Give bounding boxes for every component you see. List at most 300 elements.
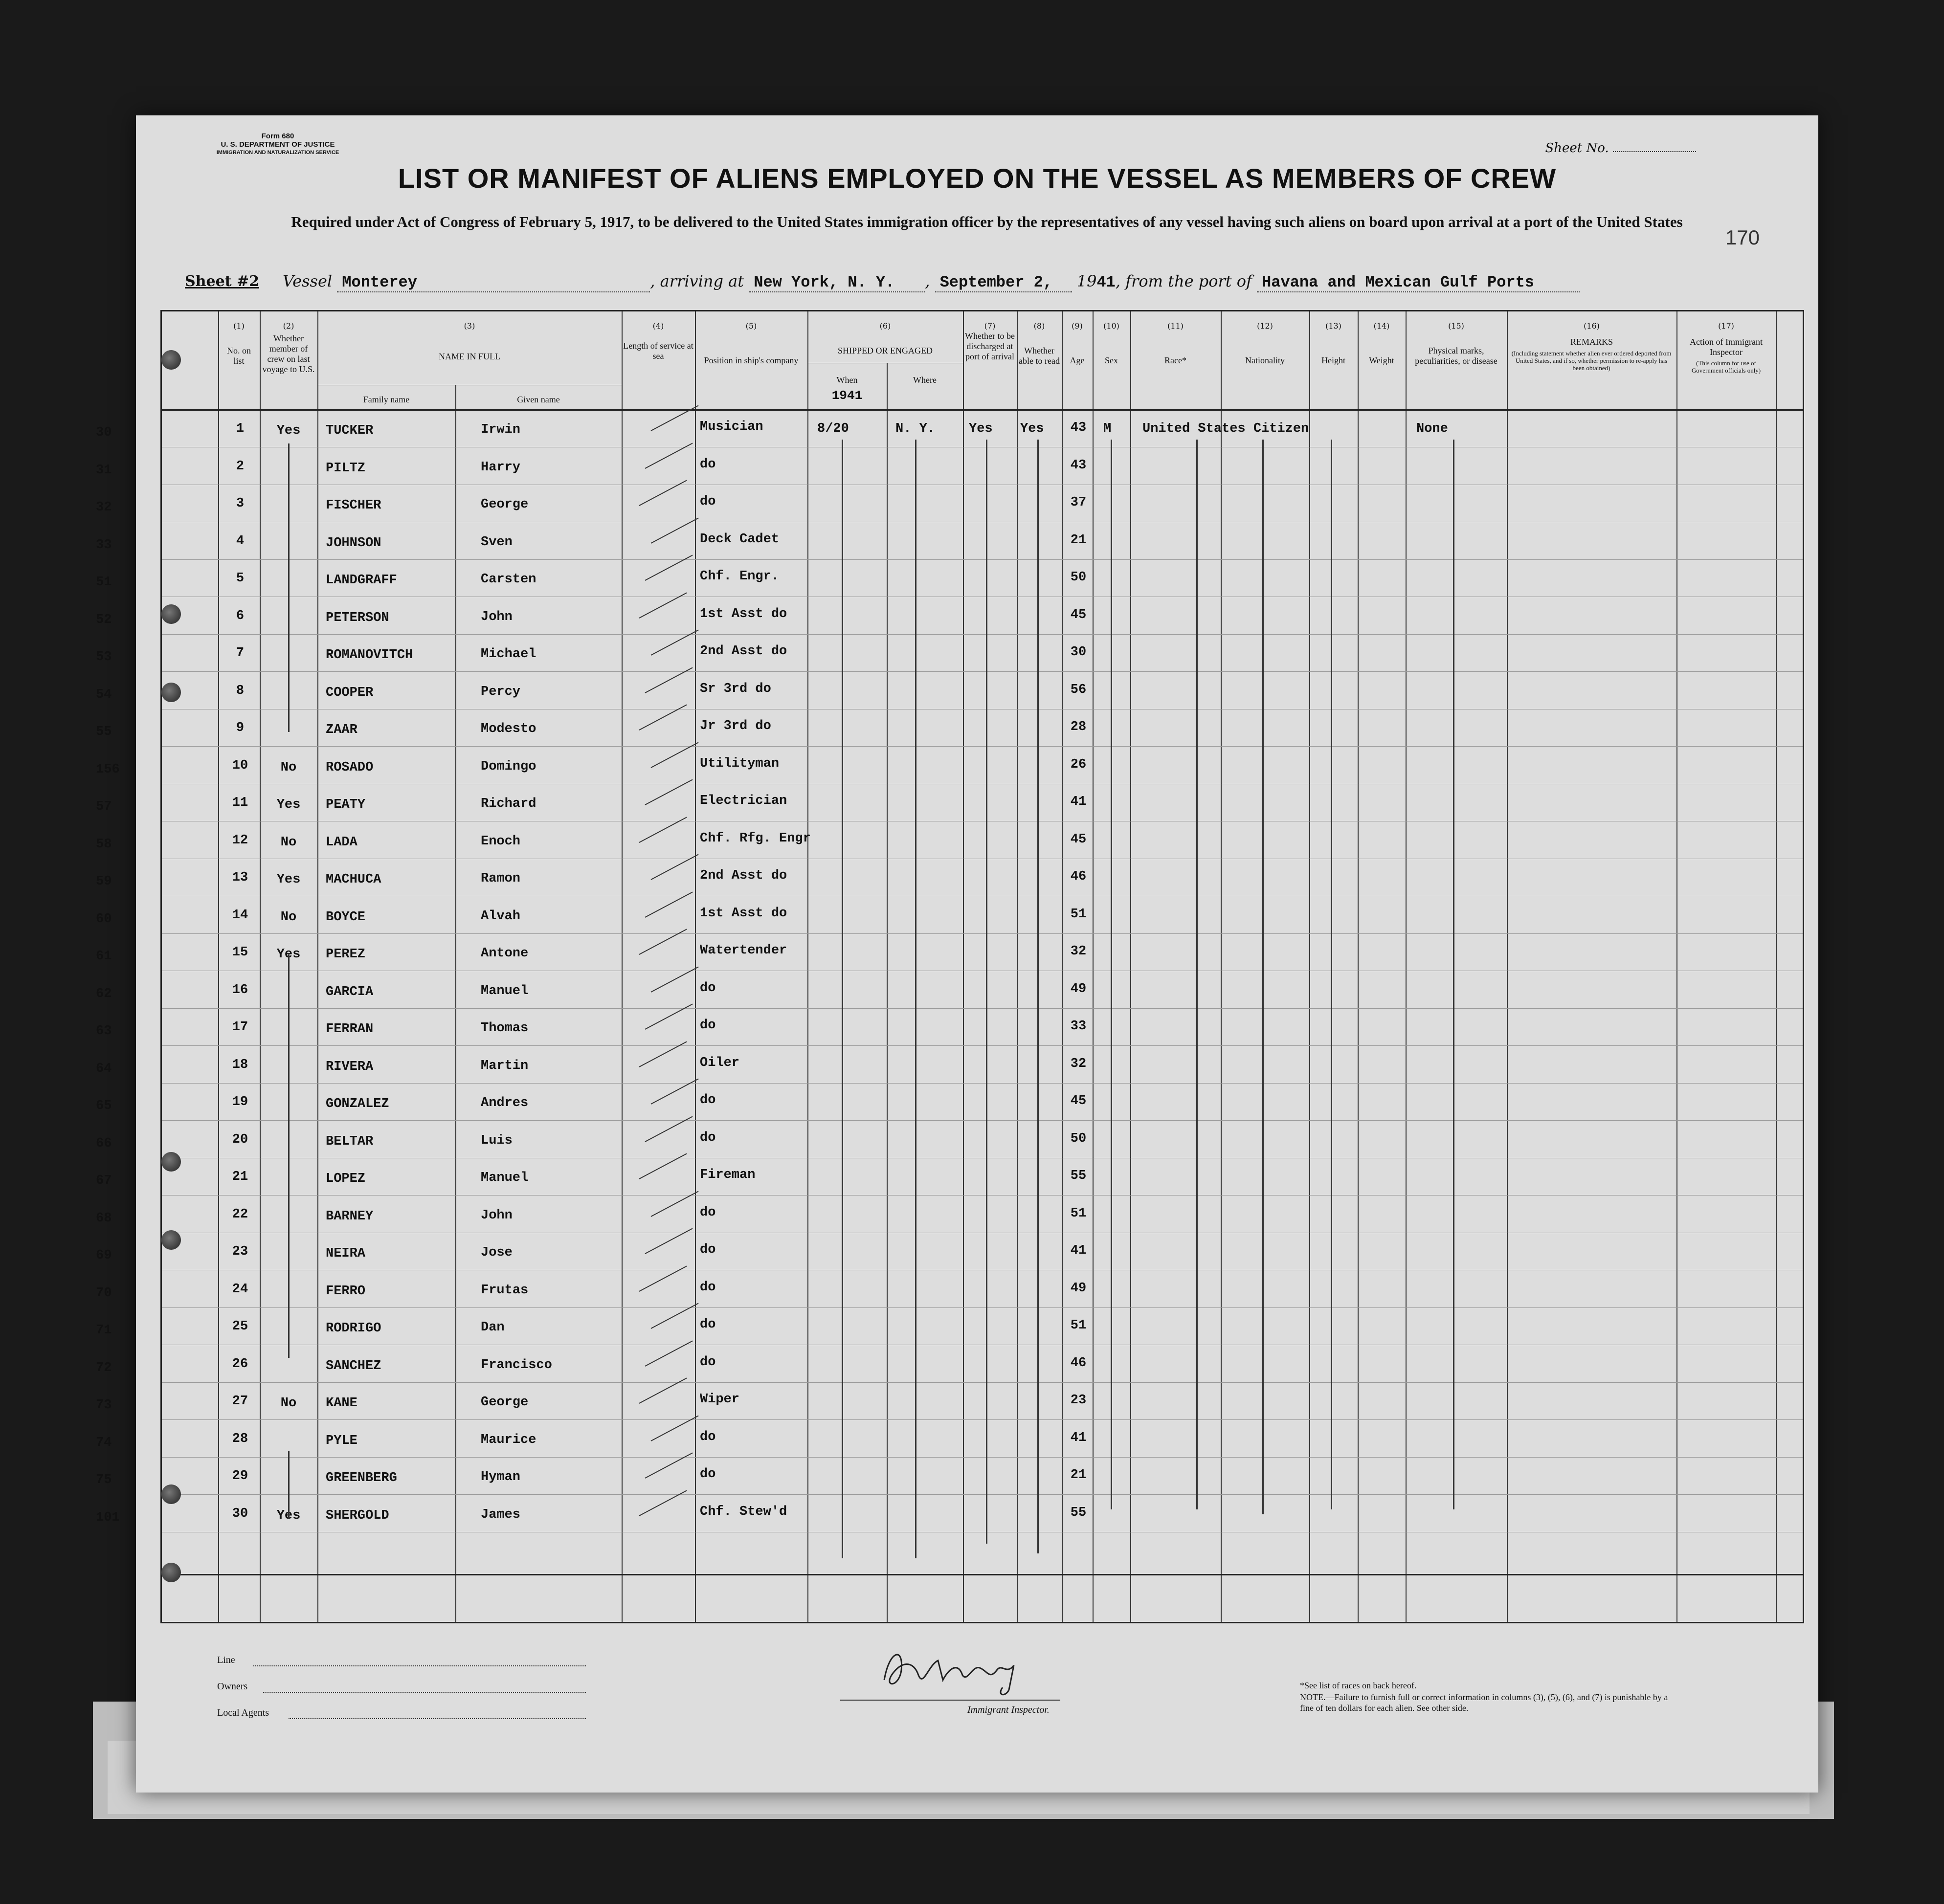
col-divider <box>1017 311 1018 1622</box>
from-port: Havana and Mexican Gulf Ports <box>1257 273 1580 292</box>
ditto-mark <box>1037 440 1039 1553</box>
position: do <box>700 1429 716 1444</box>
col-number: (5) <box>745 321 757 331</box>
family-name: SANCHEZ <box>326 1358 381 1373</box>
position: do <box>700 1354 716 1370</box>
age: 43 <box>1070 458 1087 473</box>
margin-number: 33 <box>96 537 112 553</box>
col-number: (13) <box>1325 321 1341 331</box>
col-number: (7) <box>984 321 996 331</box>
given-name: John <box>481 1208 513 1223</box>
service-check-mark <box>639 480 687 506</box>
position: Chf. Stew'd <box>700 1504 787 1519</box>
col-number: (12) <box>1257 321 1273 331</box>
service-check-mark <box>639 704 687 730</box>
footer-rule <box>162 1574 1803 1575</box>
year-suffix: 41 <box>1096 273 1116 291</box>
given-name: Enoch <box>481 834 521 849</box>
sex: M <box>1103 421 1112 436</box>
vessel-label: Vessel <box>283 272 333 290</box>
margin-number: 64 <box>96 1061 112 1076</box>
header-where: Where <box>913 375 937 385</box>
service-check-mark <box>645 1003 693 1029</box>
service-check-mark <box>651 854 699 880</box>
last-voyage: No <box>280 835 297 850</box>
age: 26 <box>1070 757 1087 772</box>
service-check-mark <box>645 443 693 468</box>
row-rule <box>162 1008 1803 1009</box>
list-number: 4 <box>236 533 245 549</box>
family-name: LOPEZ <box>326 1172 366 1186</box>
given-name: John <box>481 609 513 624</box>
col-number: (10) <box>1103 321 1119 331</box>
age: 21 <box>1070 1468 1087 1483</box>
last-voyage: Yes <box>276 423 301 438</box>
age: 46 <box>1070 869 1087 884</box>
position: Jr 3rd do <box>700 719 771 733</box>
margin-number: 71 <box>96 1323 112 1338</box>
row-rule <box>162 1120 1803 1121</box>
agents-blank <box>289 1718 586 1719</box>
margin-number: 66 <box>96 1136 112 1151</box>
line-blank <box>253 1665 586 1666</box>
header-remarks: REMARKS <box>1570 337 1613 347</box>
given-name: Hyman <box>481 1470 521 1484</box>
margin-number: 101 <box>96 1510 120 1525</box>
position: do <box>700 1242 716 1257</box>
service-check-mark <box>651 742 699 768</box>
age: 32 <box>1070 1056 1087 1071</box>
given-name: Alvah <box>481 908 521 924</box>
header-name-in-full: NAME IN FULL <box>439 352 500 361</box>
position: do <box>700 457 716 472</box>
col-divider <box>1062 311 1063 1622</box>
sheet-label: Sheet #2 <box>185 273 259 290</box>
row-rule <box>162 1494 1803 1495</box>
margin-number: 52 <box>96 612 112 627</box>
age: 43 <box>1070 421 1087 435</box>
family-name: PEATY <box>326 797 366 812</box>
list-number: 23 <box>232 1244 248 1259</box>
col-divider <box>260 311 261 1622</box>
arrival-date: September 2, <box>935 273 1072 292</box>
position: do <box>700 1280 716 1295</box>
form-header <box>190 132 366 157</box>
list-number: 10 <box>232 758 248 773</box>
position: Chf. Engr. <box>700 569 780 584</box>
service-check-mark <box>639 1153 687 1179</box>
col-number: (4) <box>652 321 664 331</box>
given-name: Sven <box>481 534 513 550</box>
col-number: (8) <box>1033 321 1045 331</box>
position: Sr 3rd do <box>700 681 771 696</box>
service-check-mark <box>639 1377 687 1403</box>
arriving-label: , arriving at <box>650 272 744 290</box>
family-name: JOHNSON <box>326 535 381 551</box>
last-voyage: Yes <box>276 872 301 887</box>
binding-hole <box>161 1563 181 1582</box>
col-divider <box>1676 311 1677 1622</box>
given-name: Modesto <box>481 722 536 736</box>
service-check-mark <box>651 1415 699 1441</box>
last-voyage: No <box>280 1396 297 1411</box>
ditto-mark <box>842 440 843 1558</box>
age: 50 <box>1070 570 1087 585</box>
header-remarks-note: (Including statement whether alien ever ordered deported from United States, and if so, whether permission to re-apply has been obtained) <box>1511 350 1672 372</box>
header-race: Race* <box>1164 355 1186 365</box>
header-physical: Physical marks, peculiarities, or disease <box>1415 346 1497 366</box>
race-nationality: United States Citizen <box>1142 421 1309 436</box>
ditto-mark <box>1262 440 1264 1514</box>
crew-table <box>96 310 1804 1623</box>
col-divider <box>1221 311 1222 1622</box>
margin-number: 67 <box>96 1173 112 1188</box>
physical-marks: None <box>1416 421 1448 436</box>
list-number: 29 <box>232 1469 248 1483</box>
service-check-mark <box>651 1078 699 1104</box>
list-number: 12 <box>232 833 248 848</box>
given-name: Dan <box>481 1320 505 1335</box>
service-check-mark <box>645 891 693 917</box>
header-no-on-list: No. on list <box>227 346 251 366</box>
list-number: 27 <box>232 1394 248 1409</box>
vessel-line: Vessel Monterey , arriving at New York, N. Y. , September 2, 1941, from the port of Havana and Mexican Gulf Ports <box>283 272 1580 292</box>
header-family-name: Family name <box>363 395 410 404</box>
list-number: 14 <box>232 908 248 923</box>
line-label: Line <box>217 1655 235 1665</box>
form-number: Form 680 <box>261 132 294 140</box>
family-name: BARNEY <box>326 1209 374 1224</box>
given-name: James <box>481 1507 521 1522</box>
header-weight: Weight <box>1369 355 1394 365</box>
position: do <box>700 1205 716 1220</box>
margin-number: 54 <box>96 687 112 702</box>
header-bottom-rule <box>162 409 1803 411</box>
list-number: 7 <box>236 646 245 661</box>
header-action: Action of Immigrant Inspector <box>1690 337 1763 357</box>
col-number: (9) <box>1072 321 1083 331</box>
family-name: RODRIGO <box>326 1321 381 1336</box>
header-able-read: Whether able to read <box>1019 346 1060 366</box>
family-name: GREENBERG <box>326 1471 397 1485</box>
position: do <box>700 1093 716 1107</box>
position: Deck Cadet <box>700 531 780 547</box>
owners-blank <box>263 1692 586 1693</box>
manifest-page <box>96 115 1818 1793</box>
list-number: 18 <box>232 1057 248 1072</box>
header-length-service: Length of service at sea <box>623 341 693 361</box>
margin-number: 58 <box>96 837 112 852</box>
row-rule <box>162 1045 1803 1046</box>
age: 51 <box>1070 907 1087 922</box>
agents-label: Local Agents <box>217 1707 269 1718</box>
able-to-read: Yes <box>1020 421 1044 436</box>
margin-number: 65 <box>96 1099 112 1113</box>
service-check-mark <box>645 1116 693 1142</box>
age: 55 <box>1070 1169 1087 1183</box>
header-last-voyage: Whether member of crew on last voyage to U.S. <box>262 333 315 374</box>
binding-hole <box>161 1230 181 1250</box>
age: 23 <box>1070 1393 1087 1408</box>
position: do <box>700 1130 716 1145</box>
list-number: 5 <box>236 571 245 586</box>
owners-label: Owners <box>217 1681 248 1692</box>
row-rule <box>162 746 1803 747</box>
vessel-name: Monterey <box>337 273 650 292</box>
family-name: COOPER <box>326 685 374 700</box>
ditto-mark <box>288 954 290 1358</box>
last-voyage: Yes <box>276 797 301 812</box>
service-check-mark <box>639 1041 687 1067</box>
list-number: 15 <box>232 945 248 960</box>
last-voyage: No <box>280 909 297 925</box>
inspector-label: Immigrant Inspector. <box>967 1705 1050 1715</box>
family-name: LANDGRAFF <box>326 573 397 588</box>
age: 30 <box>1070 645 1087 660</box>
inspector-line <box>840 1700 1060 1701</box>
family-name: ROMANOVITCH <box>326 648 413 663</box>
list-number: 3 <box>236 496 245 511</box>
service-check-mark <box>651 1191 699 1217</box>
year-prefix: 19 <box>1076 272 1097 290</box>
row-rule <box>162 1382 1803 1383</box>
col-number: (17) <box>1718 321 1734 331</box>
col-divider <box>317 311 318 1622</box>
service-check-mark <box>651 517 699 543</box>
position: Watertender <box>700 943 787 958</box>
list-number: 21 <box>232 1170 248 1184</box>
position: Chf. Rfg. Engr <box>700 831 811 846</box>
row-rule <box>162 933 1803 934</box>
ditto-mark <box>288 1451 290 1519</box>
age: 46 <box>1070 1355 1087 1371</box>
position: do <box>700 1317 716 1332</box>
list-number: 11 <box>232 796 248 810</box>
header-shipped: SHIPPED OR ENGAGED <box>837 346 933 355</box>
list-number: 8 <box>236 683 245 698</box>
service-check-mark <box>645 554 693 580</box>
age: 32 <box>1070 944 1087 959</box>
age: 50 <box>1070 1131 1087 1146</box>
given-name: Antone <box>481 946 529 961</box>
age: 49 <box>1070 981 1087 996</box>
row-rule <box>162 1307 1803 1308</box>
row-rule <box>162 1419 1803 1420</box>
row-rule <box>162 1083 1803 1084</box>
family-name: PEREZ <box>326 947 366 962</box>
inspector-signature <box>874 1641 1031 1700</box>
margin-number: 72 <box>96 1360 112 1375</box>
stamp-number: 170 <box>1725 226 1760 249</box>
given-name: Frutas <box>481 1283 529 1298</box>
service-check-mark <box>639 1490 687 1516</box>
age: 45 <box>1070 1094 1087 1108</box>
family-name: MACHUCA <box>326 872 381 887</box>
given-name: Irwin <box>481 422 521 437</box>
col-divider <box>1507 311 1508 1622</box>
given-name: Jose <box>481 1245 513 1260</box>
col-number: (14) <box>1373 321 1390 331</box>
service-check-mark <box>639 817 687 842</box>
service-check-mark <box>645 667 693 693</box>
list-number: 13 <box>232 870 248 885</box>
given-name: Manuel <box>481 1171 529 1185</box>
position: do <box>700 1018 716 1033</box>
margin-number: 156 <box>96 762 120 777</box>
margin-number: 30 <box>96 425 112 440</box>
ditto-mark <box>1111 440 1112 1509</box>
margin-number: 61 <box>96 949 112 964</box>
margin-number: 32 <box>96 500 112 515</box>
col-number: (3) <box>464 321 475 331</box>
age: 28 <box>1070 720 1087 734</box>
service-check-mark <box>645 1228 693 1254</box>
given-name: Andres <box>481 1096 529 1110</box>
col-divider <box>887 363 888 1622</box>
margin-number: 68 <box>96 1211 112 1226</box>
ditto-mark <box>915 440 916 1558</box>
position: 1st Asst do <box>700 906 787 921</box>
position: 2nd Asst do <box>700 868 787 883</box>
sheet-no-blank <box>1613 151 1696 152</box>
list-number: 2 <box>236 459 245 474</box>
header-sex: Sex <box>1105 355 1118 365</box>
row-rule <box>162 559 1803 560</box>
races-note: *See list of races on back hereof. <box>1300 1681 1417 1690</box>
service-check-mark <box>651 629 699 655</box>
family-name: GARCIA <box>326 984 374 999</box>
ditto-mark <box>986 440 987 1544</box>
row-rule <box>162 634 1803 635</box>
service-check-mark <box>651 966 699 992</box>
ditto-mark <box>1331 440 1332 1509</box>
family-name: FERRAN <box>326 1022 374 1037</box>
col-divider <box>1406 311 1407 1622</box>
position: Oiler <box>700 1055 740 1070</box>
margin-number: 74 <box>96 1435 112 1450</box>
page-subtitle: Required under Act of Congress of February 5, 1917, to be delivered to the United States immigration officer by the representatives of any vessel having such aliens on board upon arrival at a port of the United States <box>291 213 1683 230</box>
age: 45 <box>1070 832 1087 847</box>
shipped-when: 8/20 <box>817 421 849 436</box>
family-name: FERRO <box>326 1284 366 1299</box>
binding-hole <box>161 1484 181 1504</box>
margin-number: 75 <box>96 1473 112 1487</box>
family-name: NEIRA <box>326 1246 366 1261</box>
age: 51 <box>1070 1318 1087 1333</box>
age: 33 <box>1070 1019 1087 1034</box>
family-name: SHERGOLD <box>326 1508 389 1523</box>
position: 2nd Asst do <box>700 644 787 659</box>
fine-note: NOTE.—Failure to furnish full or correct information in columns (3), (5), (6), and (7) is punishable by a fine of ten dollars for each alien. See other side. <box>1300 1692 1668 1713</box>
service: IMMIGRATION AND NATURALIZATION SERVICE <box>216 150 339 155</box>
age: 41 <box>1070 1430 1087 1445</box>
service-check-mark <box>645 779 693 805</box>
arriving-port: New York, N. Y. <box>749 273 925 292</box>
family-name: KANE <box>326 1396 358 1411</box>
binding-hole <box>161 683 181 702</box>
margin-number: 57 <box>96 799 112 814</box>
age: 56 <box>1070 682 1087 697</box>
last-voyage: No <box>280 760 297 775</box>
position: 1st Asst do <box>700 606 787 621</box>
row-rule <box>162 1457 1803 1458</box>
list-number: 28 <box>232 1431 248 1446</box>
col-number: (2) <box>283 321 294 331</box>
position: Wiper <box>700 1392 740 1407</box>
discharged: Yes <box>969 421 993 436</box>
age: 51 <box>1070 1206 1087 1221</box>
header-action-note: (This column for use of Government officials only) <box>1691 359 1761 374</box>
margin-number: 53 <box>96 650 112 664</box>
margin-number: 73 <box>96 1398 112 1413</box>
col-divider <box>807 311 808 1622</box>
family-name: TUCKER <box>326 423 374 438</box>
margin-number: 55 <box>96 725 112 739</box>
margin-number: 62 <box>96 986 112 1001</box>
given-name: George <box>481 497 529 512</box>
service-check-mark <box>639 929 687 954</box>
given-name: Domingo <box>481 759 536 774</box>
list-number: 19 <box>232 1095 248 1109</box>
family-name: GONZALEZ <box>326 1097 389 1111</box>
col-number: (16) <box>1584 321 1600 331</box>
list-number: 1 <box>236 421 245 436</box>
col-number: (15) <box>1448 321 1464 331</box>
family-name: PETERSON <box>326 610 389 625</box>
age: 41 <box>1070 795 1087 809</box>
list-number: 9 <box>236 721 245 735</box>
last-voyage: Yes <box>276 947 301 962</box>
service-check-mark <box>645 1452 693 1478</box>
margin-number: 31 <box>96 463 112 478</box>
given-name: Maurice <box>481 1432 536 1447</box>
col-divider <box>622 311 623 1622</box>
list-number: 17 <box>232 1020 248 1035</box>
age: 49 <box>1070 1281 1087 1296</box>
list-number: 26 <box>232 1356 248 1372</box>
ditto-mark <box>288 443 290 732</box>
header-when: When <box>836 375 858 385</box>
position: do <box>700 494 716 509</box>
col-divider <box>1776 311 1777 1622</box>
col-divider <box>1130 311 1131 1622</box>
family-name: ROSADO <box>326 760 374 775</box>
sheet-no-text: Sheet No. <box>1545 141 1609 155</box>
position: Musician <box>700 420 763 434</box>
given-name: Luis <box>481 1133 513 1148</box>
family-name: BELTAR <box>326 1134 374 1149</box>
given-name: Thomas <box>481 1021 529 1036</box>
page-title: LIST OR MANIFEST OF ALIENS EMPLOYED ON THE VESSEL AS MEMBERS OF CREW <box>398 163 1557 194</box>
shipped-where: N. Y. <box>895 421 936 436</box>
header-age: Age <box>1070 355 1085 365</box>
header-discharged: Whether to be discharged at port of arrival <box>965 331 1015 361</box>
list-number: 6 <box>236 608 245 623</box>
given-name: George <box>481 1395 529 1410</box>
family-name: PYLE <box>326 1433 358 1448</box>
service-check-mark <box>639 592 687 618</box>
given-name: Richard <box>481 797 536 811</box>
ditto-mark <box>1453 440 1454 1509</box>
col-divider <box>695 311 696 1622</box>
row-rule <box>162 1195 1803 1196</box>
col-divider <box>1358 311 1359 1622</box>
service-check-mark <box>651 1303 699 1328</box>
given-name: Ramon <box>481 871 521 886</box>
given-name: Manuel <box>481 983 529 998</box>
header-given-name: Given name <box>517 395 560 404</box>
header-height: Height <box>1321 355 1345 365</box>
